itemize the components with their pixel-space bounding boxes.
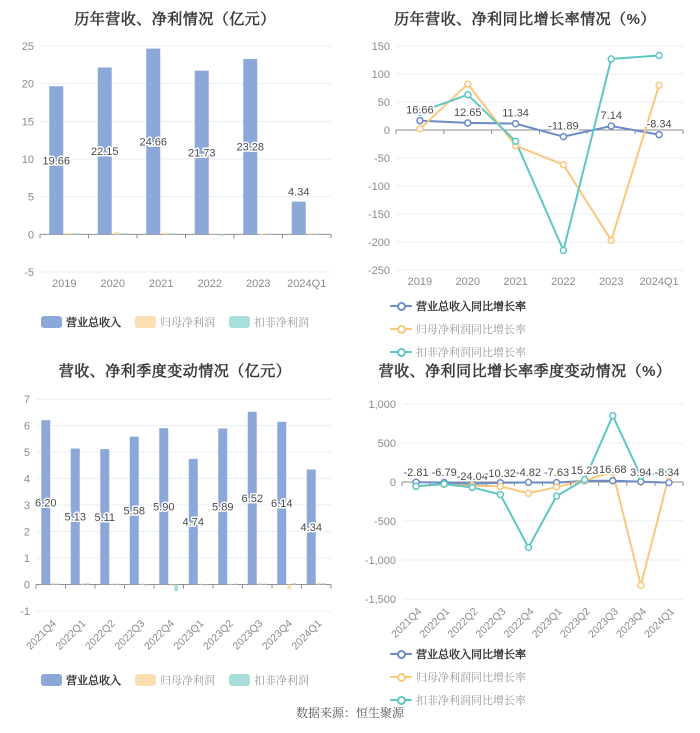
svg-text:5.11: 5.11 (94, 511, 116, 524)
svg-text:2022Q4: 2022Q4 (141, 617, 177, 653)
svg-text:2022Q1: 2022Q1 (53, 617, 89, 653)
legend-swatch-icon (41, 674, 62, 686)
svg-text:-6.79: -6.79 (431, 467, 457, 479)
svg-text:2021: 2021 (503, 276, 528, 288)
svg-text:2023Q2: 2023Q2 (557, 605, 593, 641)
quarterly-growth-title: 营收、净利同比增长率季度变动情况（%） (378, 363, 672, 380)
svg-text:2022Q1: 2022Q1 (417, 605, 453, 641)
svg-text:-24.04: -24.04 (456, 471, 488, 483)
svg-text:25: 25 (21, 41, 34, 53)
svg-text:-150: -150 (367, 209, 390, 221)
svg-text:2: 2 (23, 526, 30, 539)
legend-swatch-icon (135, 674, 156, 686)
svg-text:100: 100 (371, 69, 390, 81)
svg-text:-1,500: -1,500 (364, 594, 396, 606)
legend-item-annual-growth-1[interactable] (390, 321, 526, 337)
annual-amount-panel (0, 0, 350, 352)
legend-item-quarterly-growth-0[interactable] (390, 646, 526, 662)
legend-label: 归母净利润 (160, 675, 215, 687)
svg-text:11.34: 11.34 (502, 107, 529, 120)
svg-text:19.66: 19.66 (42, 155, 71, 168)
svg-text:2022: 2022 (551, 276, 576, 288)
legend-line-marker-icon (390, 673, 412, 682)
svg-text:1,000: 1,000 (368, 399, 396, 411)
svg-text:5.90: 5.90 (153, 501, 175, 514)
svg-text:0: 0 (383, 125, 390, 137)
svg-text:-500: -500 (373, 516, 396, 528)
svg-text:0: 0 (23, 579, 30, 592)
svg-text:5.13: 5.13 (64, 511, 86, 524)
svg-text:2022Q4: 2022Q4 (501, 605, 537, 641)
svg-text:5.89: 5.89 (212, 501, 234, 514)
svg-text:2022Q2: 2022Q2 (82, 617, 118, 653)
legend-item-annual-growth-0[interactable] (390, 298, 526, 314)
svg-text:24.66: 24.66 (139, 136, 168, 149)
legend-label: 扣非净利润 (254, 317, 309, 329)
svg-text:-1: -1 (20, 606, 30, 618)
svg-text:6.20: 6.20 (35, 497, 57, 510)
svg-text:2023Q4: 2023Q4 (259, 617, 295, 653)
svg-text:3.94: 3.94 (630, 467, 652, 479)
svg-text:2024Q1: 2024Q1 (639, 276, 679, 288)
svg-text:6.52: 6.52 (241, 493, 263, 506)
svg-text:-4.82: -4.82 (515, 467, 541, 479)
svg-text:16.68: 16.68 (598, 464, 627, 476)
legend-label: 营业总收入同比增长率 (416, 301, 526, 313)
legend-item-annual-amount-0[interactable] (41, 314, 121, 330)
legend-label: 营业总收入 (66, 675, 121, 687)
legend-item-quarterly-amount-1[interactable] (135, 672, 215, 688)
quarterly-amount-legend (0, 672, 350, 688)
svg-text:20: 20 (21, 78, 34, 91)
svg-text:-10.32: -10.32 (484, 468, 516, 480)
svg-text:-5: -5 (24, 267, 34, 279)
svg-text:2022Q2: 2022Q2 (445, 605, 481, 641)
svg-text:2023Q1: 2023Q1 (171, 617, 207, 653)
legend-swatch-icon (135, 316, 156, 328)
svg-text:15: 15 (21, 116, 34, 129)
svg-text:22.15: 22.15 (90, 145, 119, 158)
annual-growth-chart (350, 30, 700, 298)
svg-text:2022: 2022 (197, 278, 222, 290)
svg-text:5.58: 5.58 (123, 505, 145, 518)
svg-text:2023: 2023 (246, 278, 271, 290)
legend-label: 归母净利润同比增长率 (416, 324, 526, 336)
svg-text:6: 6 (23, 420, 30, 433)
svg-text:2019: 2019 (52, 278, 77, 290)
svg-text:3: 3 (23, 500, 30, 512)
svg-text:4.34: 4.34 (288, 186, 310, 199)
legend-label: 归母净利润 (160, 317, 215, 329)
legend-line-marker-icon (390, 302, 412, 311)
legend-label: 营业总收入同比增长率 (416, 649, 526, 661)
svg-text:-8.34: -8.34 (646, 118, 672, 131)
svg-text:-250: -250 (367, 265, 390, 277)
svg-text:2020: 2020 (100, 278, 125, 290)
svg-text:1: 1 (23, 553, 30, 565)
quarterly-amount-panel (0, 352, 350, 704)
svg-text:-100: -100 (367, 181, 390, 193)
quarterly-amount-chart (0, 382, 350, 664)
svg-text:23.28: 23.28 (236, 141, 265, 154)
annual-amount-chart (0, 30, 350, 310)
svg-text:2023Q2: 2023Q2 (200, 617, 236, 653)
svg-text:2023Q3: 2023Q3 (585, 605, 621, 641)
legend-label: 扣非净利润同比增长率 (416, 695, 526, 707)
svg-text:0: 0 (27, 229, 34, 242)
svg-text:15.23: 15.23 (570, 465, 599, 477)
quarterly-growth-chart (350, 382, 700, 644)
svg-text:5: 5 (23, 447, 30, 459)
svg-text:2023: 2023 (599, 276, 624, 288)
legend-item-quarterly-amount-2[interactable] (229, 672, 309, 688)
svg-text:4.34: 4.34 (300, 521, 322, 534)
svg-text:2023Q4: 2023Q4 (614, 605, 649, 641)
quarterly-growth-panel (350, 352, 700, 707)
legend-swatch-icon (229, 674, 250, 686)
svg-text:-11.89: -11.89 (548, 120, 579, 133)
svg-text:12.65: 12.65 (453, 106, 482, 119)
svg-text:-1,000: -1,000 (364, 555, 396, 567)
annual-growth-legend (390, 298, 670, 360)
legend-line-marker-icon (390, 325, 412, 334)
svg-text:2022Q3: 2022Q3 (112, 617, 148, 653)
legend-item-annual-amount-1[interactable] (135, 314, 215, 330)
annual-amount-title: 历年营收、净利情况（亿元） (74, 11, 276, 28)
svg-text:2023Q3: 2023Q3 (230, 617, 266, 653)
svg-text:2021: 2021 (149, 278, 174, 290)
svg-text:-50: -50 (374, 153, 390, 165)
svg-text:2024Q1: 2024Q1 (287, 278, 327, 290)
svg-text:7.14: 7.14 (600, 110, 622, 123)
svg-text:-7.63: -7.63 (544, 467, 570, 479)
svg-text:2022Q3: 2022Q3 (473, 605, 509, 641)
svg-text:4.74: 4.74 (182, 516, 204, 529)
legend-label: 扣非净利润同比增长率 (416, 347, 526, 359)
svg-text:2024Q1: 2024Q1 (642, 605, 678, 641)
legend-item-quarterly-amount-0[interactable] (41, 672, 121, 688)
svg-text:4: 4 (23, 473, 30, 486)
svg-text:6.14: 6.14 (271, 498, 293, 511)
svg-text:2020: 2020 (455, 276, 480, 288)
svg-text:2019: 2019 (407, 276, 433, 288)
legend-item-annual-amount-2[interactable] (229, 314, 309, 330)
svg-text:2024Q1: 2024Q1 (289, 617, 325, 653)
annual-growth-panel (350, 0, 700, 359)
svg-text:2021Q4: 2021Q4 (23, 617, 59, 653)
svg-text:-8.34: -8.34 (654, 467, 680, 479)
svg-text:16.66: 16.66 (406, 104, 434, 117)
legend-line-marker-icon (390, 650, 412, 659)
svg-text:-200: -200 (367, 237, 390, 249)
svg-text:2021Q4: 2021Q4 (389, 605, 425, 641)
svg-text:5: 5 (27, 191, 34, 204)
annual-amount-legend (0, 314, 350, 330)
quarterly-amount-title: 营收、净利季度变动情况（亿元） (58, 363, 292, 380)
legend-swatch-icon (41, 316, 62, 328)
legend-label: 归母净利润同比增长率 (416, 672, 526, 684)
svg-text:150: 150 (371, 41, 390, 53)
legend-item-quarterly-growth-1[interactable] (390, 669, 526, 685)
annual-growth-title: 历年营收、净利同比增长率情况（%） (394, 11, 656, 28)
quarterly-growth-legend (390, 646, 670, 708)
legend-label: 营业总收入 (66, 317, 121, 329)
svg-text:7: 7 (23, 394, 30, 406)
legend-swatch-icon (229, 316, 250, 328)
svg-text:2023Q1: 2023Q1 (529, 605, 565, 641)
svg-text:0: 0 (389, 477, 396, 489)
legend-label: 扣非净利润 (254, 675, 309, 687)
svg-text:21.73: 21.73 (187, 147, 216, 160)
svg-text:500: 500 (377, 438, 396, 450)
svg-text:10: 10 (21, 154, 34, 166)
data-source-note: 数据来源：恒生聚源 (295, 706, 404, 720)
svg-text:50: 50 (377, 97, 390, 109)
svg-text:-2.81: -2.81 (403, 467, 429, 479)
